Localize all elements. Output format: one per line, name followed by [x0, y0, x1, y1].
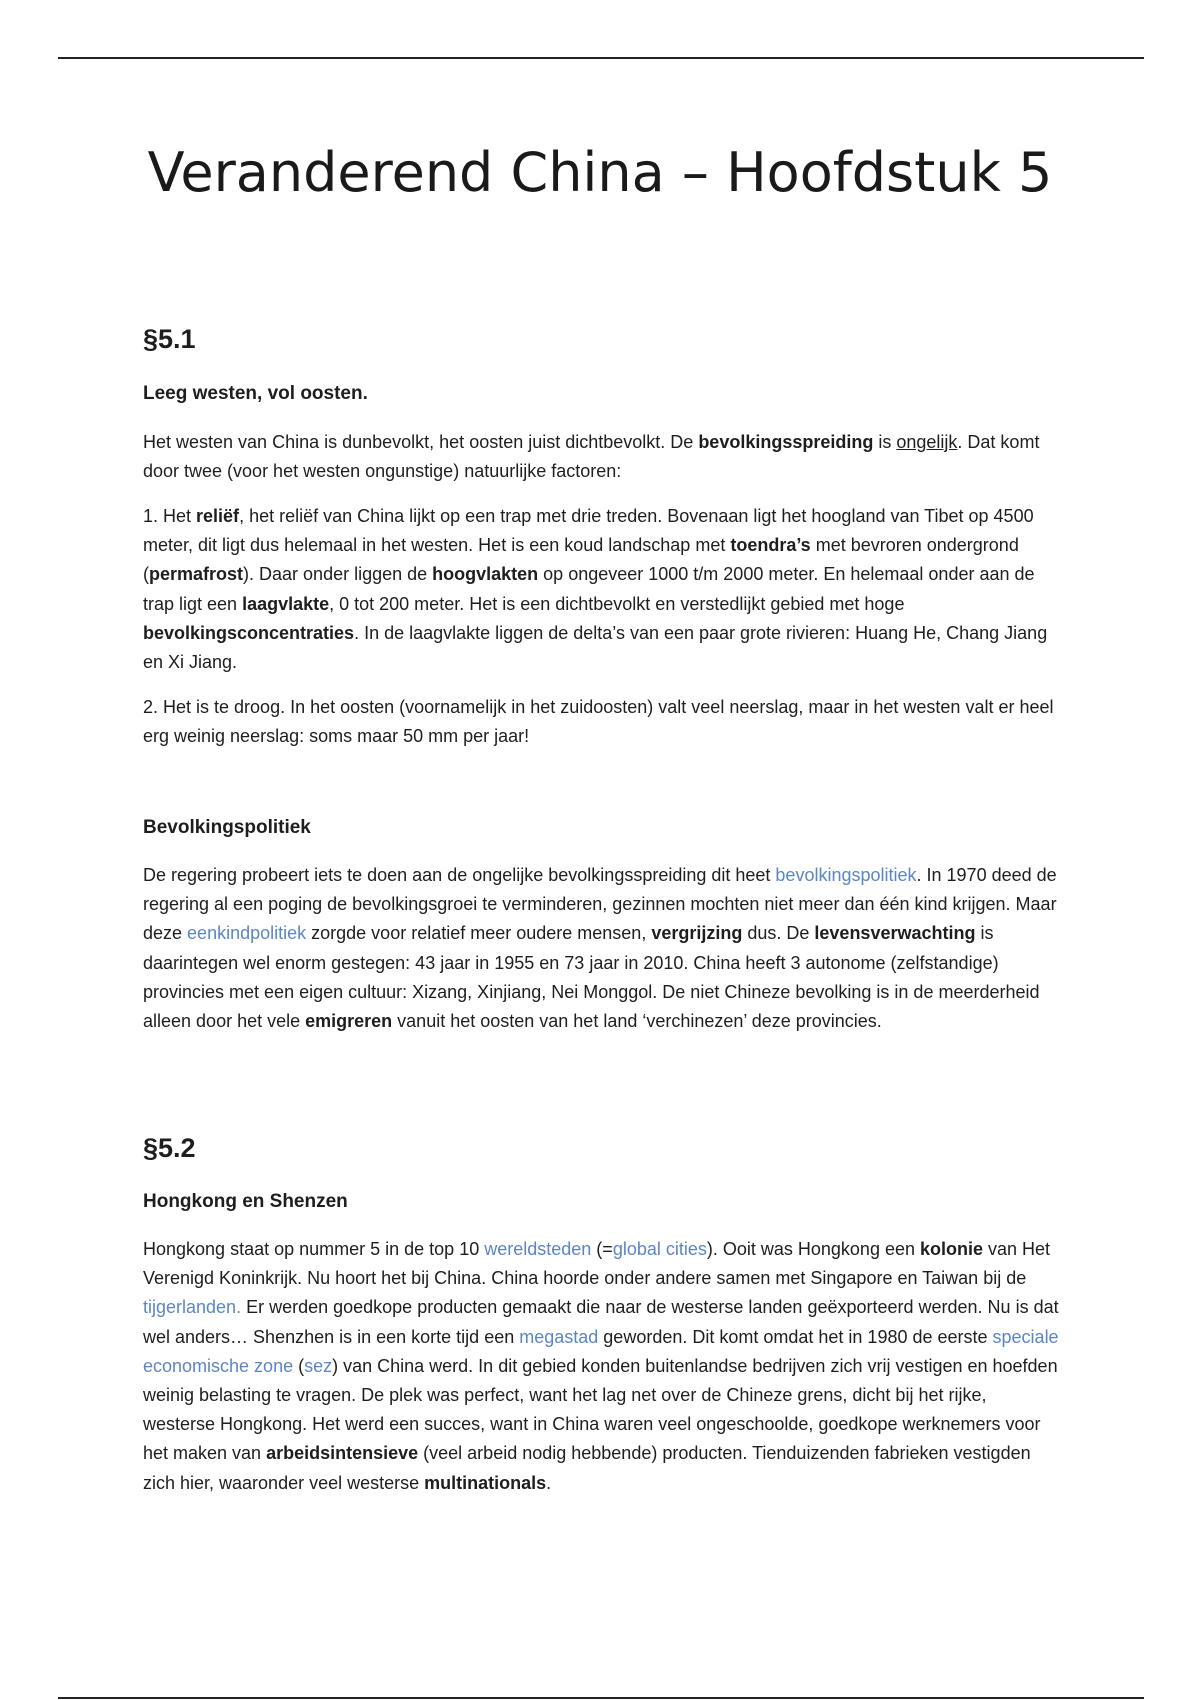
- section-5-2: [143, 1130, 1063, 1166]
- top-rule: [58, 57, 1144, 59]
- section-5-1: [143, 321, 1063, 357]
- term-kolonie: kolonie: [920, 1239, 984, 1259]
- link-eenkindpolitiek[interactable]: eenkindpolitiek: [187, 923, 307, 944]
- link-tijgerlanden[interactable]: tijgerlanden.: [143, 1297, 242, 1318]
- link-global-cities[interactable]: global cities: [612, 1239, 707, 1259]
- subheading-bevolkingspolitiek: [143, 815, 1063, 841]
- paragraph-relief: 1. Het reliëf, het reliëf van China lijkt op een trap met drie treden. Bovenaan ligt het hoogland van Tibet op 4500 meter, dit ligt dus helemaal in het westen. Het is een koud landschap met toendra’s met bevroren ondergrond (permafrost). Daar onder liggen de hoogvlakten op ongeveer 1000 t/m 2000 meter. En helemaal onder aan de trap ligt een laagvlakte, 0 tot 200 meter. Het is een dichtbevolkt en verstedlijkt gebied met hoge bevolkingsconcentraties. In de laagvlakte liggen de delta’s van een paar grote rivieren: Huang He, Chang Jiang en Xi Jiang.: [143, 506, 1048, 673]
- bottom-rule: [58, 1697, 1144, 1699]
- term-levensverwachting: levensverwachting: [814, 923, 976, 944]
- term-permafrost: permafrost: [149, 564, 244, 585]
- section-heading-5-1: §5.1: [143, 324, 196, 354]
- term-vergrijzing: vergrijzing: [651, 923, 743, 944]
- paragraph-hongkong: Hongkong staat op nummer 5 in de top 10 wereldsteden (=global cities). Ooit was Hongkong een kolonie van Het Verenigd Koninkrijk. Nu hoort het bij China. China hoorde onder andere samen met Singapore en Taiwan bij de tijgerlanden. Er werden goedkope producten gemaakt die naar de westerse landen geëxporteerd werden. Nu is dat wel anders… Shenzhen is in een korte tijd een megastad geworden. Dit komt omdat het in 1980 de eerste speciale economische zone (sez) van China werd. In dit gebied konden buitenlandse bedrijven zich vrij vestigen en hoefden weinig belasting te vragen. De plek was perfect, want het lag net over de Chineze grens, dicht bij het rijke, westerse Hongkong. Het werd een succes, want in China waren veel ongeschoolde, goedkope werknemers voor het maken van arbeidsintensieve (veel arbeid nodig hebbende) producten. Tienduizenden fabrieken vestigden zich hier, waaronder veel westerse multinationals.: [143, 1239, 1059, 1493]
- link-wereldsteden[interactable]: wereldsteden: [484, 1239, 592, 1259]
- link-megastad[interactable]: megastad: [519, 1326, 599, 1347]
- term-arbeidsintensieve: arbeidsintensieve: [266, 1443, 419, 1464]
- term-toendras: toendra’s: [730, 535, 811, 556]
- link-bevolkingspolitiek[interactable]: bevolkingspolitiek: [775, 865, 917, 885]
- subheading-text: Bevolkingspolitiek: [143, 817, 311, 838]
- term-relief: reliëf: [196, 506, 240, 526]
- subheading-text: Leeg westen, vol oosten.: [143, 383, 368, 404]
- section-heading-5-2: §5.2: [143, 1133, 196, 1163]
- link-speciale-economische-zone[interactable]: speciale economische zone: [143, 1326, 1059, 1376]
- subheading-text: Hongkong en Shenzen: [143, 1191, 348, 1212]
- subheading-leeg-westen: [143, 381, 1063, 407]
- paragraph-droog: 2. Het is te droog. In het oosten (voornamelijk in het zuidoosten) valt veel neerslag, maar in het westen valt er heel erg weinig neerslag: soms maar 50 mm per jaar!: [143, 697, 1054, 747]
- term-hoogvlakten: hoogvlakten: [432, 564, 539, 585]
- paragraph-spreiding: Het westen van China is dunbevolkt, het oosten juist dichtbevolkt. De bevolkingsspreiding is ongelijk. Dat komt door twee (voor het westen ongunstige) natuurlijke factoren:: [143, 432, 1040, 482]
- term-multinationals: multinationals: [424, 1472, 547, 1493]
- term-bevolkingsconcentraties: bevolkingsconcentraties: [143, 622, 355, 643]
- term-ongelijk: ongelijk: [896, 432, 958, 452]
- term-bevolkingsspreiding: bevolkingsspreiding: [698, 432, 874, 452]
- paragraph-bevolkingspolitiek: De regering probeert iets te doen aan de ongelijke bevolkingsspreiding dit heet bevolkingspolitiek. In 1970 deed de regering al een poging de bevolkingsgroei te verminderen, gezinnen mochten niet meer dan één kind krijgen. Maar deze eenkindpolitiek zorgde voor relatief meer oudere mensen, vergrijzing dus. De levensverwachting is daarintegen wel enorm gestegen: 43 jaar in 1955 en 73 jaar in 2010. China heeft 3 autonome (zelfstandige) provincies met een eigen cultuur: Xizang, Xinjiang, Nei Monggol. De niet Chineze bevolking is in de meerderheid alleen door het vele emigreren vanuit het oosten van het land ‘verchinezen’ deze provincies.: [143, 865, 1057, 1032]
- subheading-hongkong: [143, 1189, 1063, 1215]
- link-sez[interactable]: sez: [304, 1355, 333, 1376]
- term-emigreren: emigreren: [305, 1011, 393, 1032]
- page-title: Veranderend China – Hoofdstuk 5: [147, 141, 1053, 204]
- term-laagvlakte: laagvlakte: [242, 593, 330, 614]
